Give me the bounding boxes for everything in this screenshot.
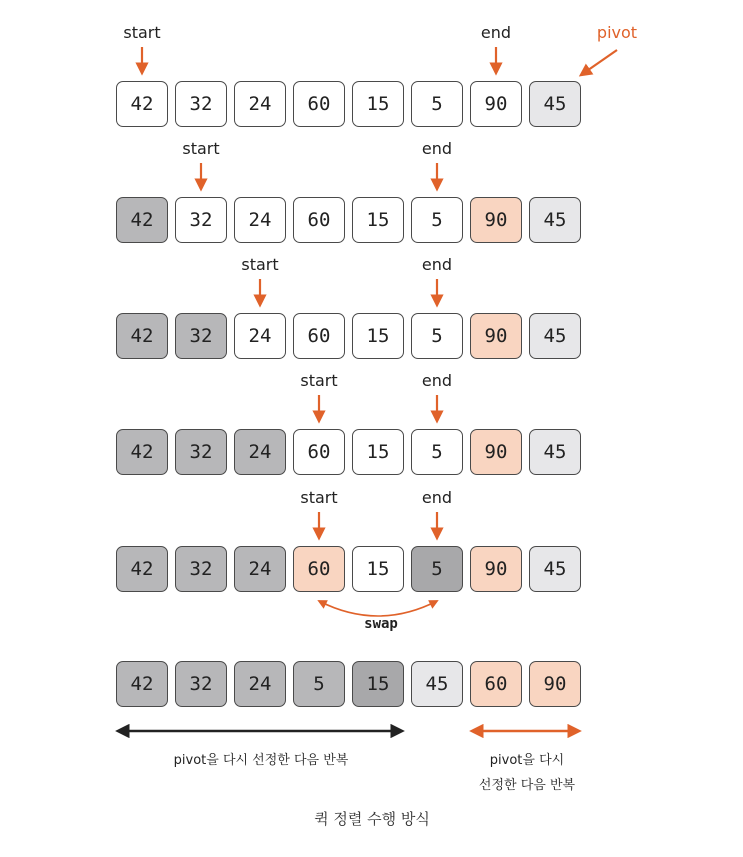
array-cell: 32 (175, 429, 227, 475)
array-cell: 5 (411, 313, 463, 359)
array-cell: 32 (175, 81, 227, 127)
array-cell: 90 (470, 429, 522, 475)
array-cell: 60 (293, 197, 345, 243)
array-cell: 42 (116, 81, 168, 127)
pivot-pointer-arrow (581, 50, 617, 75)
array-cell: 24 (234, 546, 286, 592)
array-cell: 15 (352, 197, 404, 243)
array-cell: 42 (116, 661, 168, 707)
array-cell: 60 (293, 313, 345, 359)
array-cell: 90 (529, 661, 581, 707)
array-cell: 24 (234, 313, 286, 359)
end-pointer-label: end (421, 255, 453, 274)
array-cell: 90 (470, 197, 522, 243)
array-cell: 45 (529, 546, 581, 592)
array-cell: 45 (529, 197, 581, 243)
start-pointer-label: start (300, 371, 338, 390)
array-cell: 60 (470, 661, 522, 707)
array-cell: 24 (234, 429, 286, 475)
array-cell: 42 (116, 429, 168, 475)
array-cell: 24 (234, 81, 286, 127)
end-pointer-label: end (421, 371, 453, 390)
swap-label: swap (364, 616, 398, 632)
array-cell: 42 (116, 197, 168, 243)
end-pointer-label: end (480, 23, 512, 42)
start-pointer-label: start (123, 23, 161, 42)
array-cell: 5 (411, 429, 463, 475)
array-cell: 45 (529, 313, 581, 359)
array-cell: 32 (175, 661, 227, 707)
array-cell: 32 (175, 313, 227, 359)
array-cell: 15 (352, 429, 404, 475)
array-cell: 42 (116, 546, 168, 592)
array-cell: 15 (352, 81, 404, 127)
array-cell: 90 (470, 313, 522, 359)
start-pointer-label: start (182, 139, 220, 158)
array-cell: 15 (352, 546, 404, 592)
array-cell: 60 (293, 546, 345, 592)
array-cell: 32 (175, 197, 227, 243)
array-cell: 24 (234, 197, 286, 243)
pivot-pointer-label: pivot (596, 23, 638, 42)
array-cell: 15 (352, 661, 404, 707)
swap-arrow (319, 601, 437, 616)
diagram-caption: 퀵 정렬 수행 방식 (314, 810, 430, 828)
start-pointer-label: start (300, 488, 338, 507)
left-repeat-note: pivot을 다시 선정한 다음 반복 (173, 753, 349, 768)
array-cell: 42 (116, 313, 168, 359)
array-cell: 5 (411, 197, 463, 243)
right-repeat-note-line2: 선정한 다음 반복 (478, 778, 576, 793)
array-cell: 90 (470, 81, 522, 127)
array-cell: 45 (529, 81, 581, 127)
array-cell: 90 (470, 546, 522, 592)
array-cell: 5 (293, 661, 345, 707)
array-cell: 15 (352, 313, 404, 359)
right-repeat-note-line1: pivot을 다시 (489, 753, 565, 768)
array-cell: 45 (411, 661, 463, 707)
end-pointer-label: end (421, 139, 453, 158)
array-cell: 45 (529, 429, 581, 475)
end-pointer-label: end (421, 488, 453, 507)
array-cell: 60 (293, 429, 345, 475)
array-cell: 5 (411, 546, 463, 592)
start-pointer-label: start (241, 255, 279, 274)
right-repeat-note (479, 748, 575, 798)
array-cell: 5 (411, 81, 463, 127)
array-cell: 32 (175, 546, 227, 592)
array-cell: 24 (234, 661, 286, 707)
array-cell: 60 (293, 81, 345, 127)
